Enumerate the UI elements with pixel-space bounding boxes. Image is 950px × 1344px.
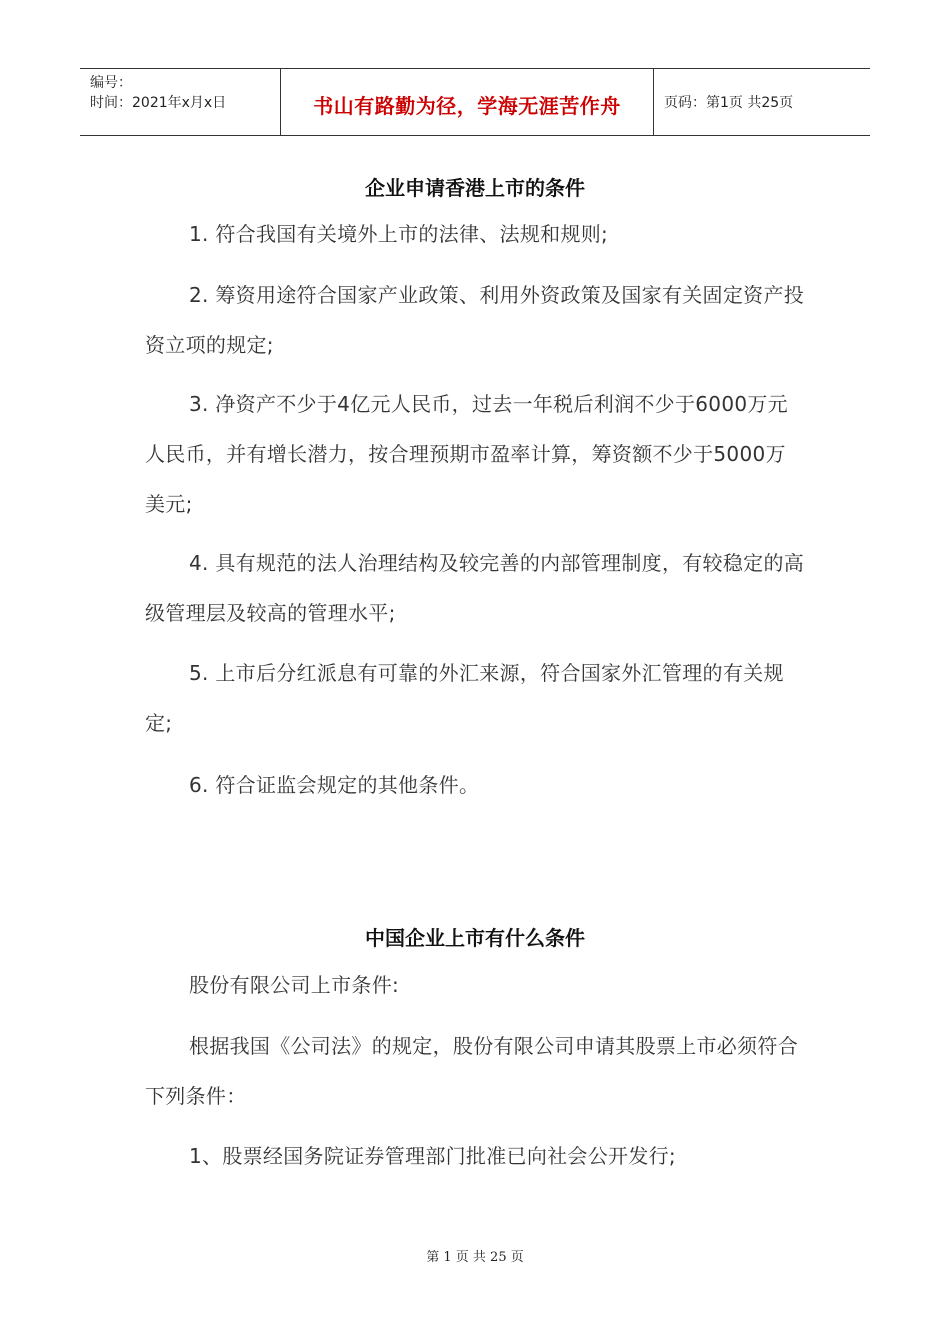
paragraph-intro: 股份有限公司上市条件: [189, 973, 400, 997]
section-title-china-listing: 中国企业上市有什么条件 [365, 926, 585, 950]
document-time-label: 时间：2021年x月x日 [90, 95, 227, 111]
paragraph-item-3: 3. 净资产不少于4亿元人民币，过去一年税后利润不少于6000万元人民币，并有增长潜力，按合理预期市盈率计算，筹资额不少于5000万美元; [145, 392, 788, 516]
page-footer: 第 1 页 共 25 页 [426, 1250, 524, 1265]
header-motto: 书山有路勤为径，学海无涯苦作舟 [313, 93, 621, 118]
header-motto-cell [281, 69, 654, 135]
paragraph-company-law: 根据我国《公司法》的规定，股份有限公司申请其股票上市必须符合下列条件： [145, 1034, 798, 1108]
paragraph-item-4: 4. 具有规范的法人治理结构及较完善的内部管理制度，有较稳定的高级管理层及较高的管理水平; [145, 551, 805, 625]
section-title-hk-listing: 企业申请香港上市的条件 [365, 176, 585, 200]
header-page-info-cell [654, 69, 870, 135]
paragraph-item-6: 6. 符合证监会规定的其他条件。 [189, 773, 480, 797]
paragraph-item-1: 1. 符合我国有关境外上市的法律、法规和规则; [189, 222, 609, 246]
paragraph-item-2: 2. 筹资用途符合国家产业政策、利用外资政策及国家有关固定资产投资立项的规定; [145, 283, 805, 357]
paragraph-item-5: 5. 上市后分红派息有可靠的外汇来源，符合国家外汇管理的有关规定; [145, 661, 784, 735]
header-meta-cell [80, 69, 281, 135]
document-number-label: 编号： [90, 75, 132, 91]
header-page-info: 页码：第1页 共25页 [664, 95, 794, 111]
page-header-table [80, 68, 870, 136]
paragraph-condition-1: 1、股票经国务院证券管理部门批准已向社会公开发行; [189, 1144, 676, 1168]
